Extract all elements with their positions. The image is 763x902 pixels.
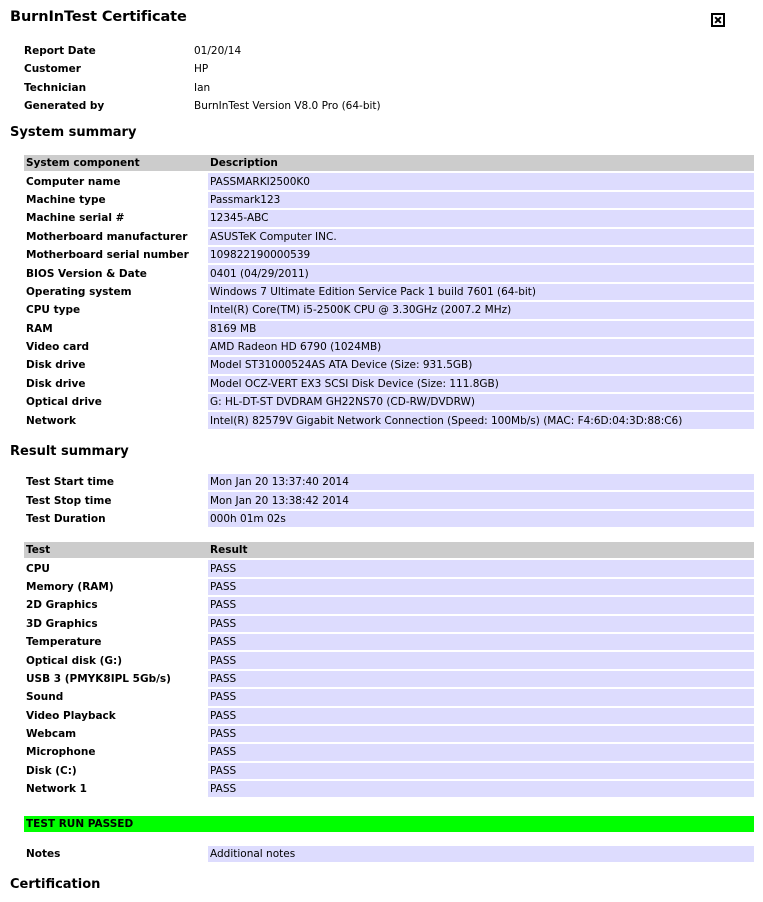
row-label: 3D Graphics bbox=[26, 617, 98, 630]
table-row bbox=[24, 357, 754, 373]
test-row bbox=[24, 560, 754, 576]
report-row bbox=[24, 42, 381, 60]
row-label: Video card bbox=[26, 341, 90, 354]
column-header: System component bbox=[24, 155, 208, 171]
report-label: Generated by bbox=[24, 100, 105, 113]
row-value: PASS bbox=[208, 671, 754, 687]
row-label: Optical drive bbox=[26, 396, 102, 409]
row-label: Disk drive bbox=[26, 359, 86, 372]
row-value: Mon Jan 20 13:37:40 2014 bbox=[208, 474, 754, 490]
table-header-row bbox=[24, 155, 754, 171]
row-label: Sound bbox=[26, 691, 64, 704]
table-row bbox=[24, 412, 754, 428]
timing-row bbox=[24, 492, 754, 508]
row-value: Model ST31000524AS ATA Device (Size: 931.5GB) bbox=[208, 357, 754, 373]
test-row bbox=[24, 744, 754, 760]
row-value: G: HL-DT-ST DVDRAM GH22NS70 (CD-RW/DVDRW) bbox=[208, 394, 754, 410]
table-row bbox=[24, 321, 754, 337]
row-label: Disk (C:) bbox=[26, 764, 77, 777]
test-row bbox=[24, 652, 754, 668]
report-row bbox=[24, 60, 381, 78]
table-row bbox=[24, 229, 754, 245]
row-value: PASS bbox=[208, 726, 754, 742]
report-label: Customer bbox=[24, 63, 81, 76]
certification-heading: Certification bbox=[10, 877, 101, 892]
row-value: PASS bbox=[208, 579, 754, 595]
row-value: 000h 01m 02s bbox=[208, 511, 754, 527]
table-row bbox=[24, 339, 754, 355]
notes-row bbox=[24, 846, 754, 862]
row-label: BIOS Version & Date bbox=[26, 267, 147, 280]
row-value: AMD Radeon HD 6790 (1024MB) bbox=[208, 339, 754, 355]
table-row bbox=[24, 376, 754, 392]
row-label: Network bbox=[26, 414, 77, 427]
table-row bbox=[24, 284, 754, 300]
page-title: BurnInTest Certificate bbox=[10, 9, 187, 25]
timing-row bbox=[24, 511, 754, 527]
row-label: Test Stop time bbox=[26, 494, 112, 507]
row-label: Temperature bbox=[26, 636, 102, 649]
report-label: Report Date bbox=[24, 45, 96, 58]
row-value: PASS bbox=[208, 744, 754, 760]
row-value: PASS bbox=[208, 560, 754, 576]
table-row bbox=[24, 247, 754, 263]
row-label: Optical disk (G:) bbox=[26, 654, 123, 667]
row-label: CPU type bbox=[26, 304, 81, 317]
row-label: 2D Graphics bbox=[26, 599, 98, 612]
report-value: Ian bbox=[194, 81, 211, 94]
table-row bbox=[24, 173, 754, 189]
row-label: RAM bbox=[26, 322, 53, 335]
row-value: PASS bbox=[208, 652, 754, 668]
test-row bbox=[24, 597, 754, 613]
row-value: PASS bbox=[208, 597, 754, 613]
notes-label: Notes bbox=[26, 848, 61, 861]
row-value: Passmark123 bbox=[208, 192, 754, 208]
report-row bbox=[24, 79, 381, 97]
column-header: Test bbox=[24, 542, 208, 558]
row-label: Machine type bbox=[26, 193, 106, 206]
row-label: Webcam bbox=[26, 728, 77, 741]
row-value: Intel(R) Core(TM) i5-2500K CPU @ 3.30GHz (2007.2 MHz) bbox=[208, 302, 754, 318]
row-value: 8169 MB bbox=[208, 321, 754, 337]
row-value: 109822190000539 bbox=[208, 247, 754, 263]
row-label: Motherboard manufacturer bbox=[26, 230, 188, 243]
row-value: ASUSTeK Computer INC. bbox=[208, 229, 754, 245]
row-label: Disk drive bbox=[26, 377, 86, 390]
row-value: PASS bbox=[208, 781, 754, 797]
row-value: 0401 (04/29/2011) bbox=[208, 265, 754, 281]
close-icon[interactable] bbox=[711, 13, 725, 27]
row-label: Video Playback bbox=[26, 709, 116, 722]
table-row bbox=[24, 192, 754, 208]
row-label: Microphone bbox=[26, 746, 96, 759]
report-info-table bbox=[24, 42, 381, 115]
table-header-row bbox=[24, 542, 754, 558]
row-value: PASS bbox=[208, 616, 754, 632]
notes-table bbox=[24, 844, 754, 864]
table-row bbox=[24, 302, 754, 318]
system-summary-table bbox=[24, 153, 754, 431]
report-value: HP bbox=[194, 63, 209, 76]
system-summary-heading: System summary bbox=[10, 125, 137, 140]
row-label: Test Start time bbox=[26, 476, 115, 489]
report-label: Technician bbox=[24, 81, 87, 94]
test-row bbox=[24, 616, 754, 632]
report-value: 01/20/14 bbox=[194, 45, 242, 58]
test-row bbox=[24, 726, 754, 742]
timing-table bbox=[24, 472, 754, 529]
table-row bbox=[24, 265, 754, 281]
test-row bbox=[24, 689, 754, 705]
row-value: 12345-ABC bbox=[208, 210, 754, 226]
row-value: Intel(R) 82579V Gigabit Network Connection (Speed: 100Mb/s) (MAC: F4:6D:04:3D:88:C6) bbox=[208, 412, 754, 428]
row-value: PASS bbox=[208, 689, 754, 705]
row-value: Model OCZ-VERT EX3 SCSI Disk Device (Size: 111.8GB) bbox=[208, 376, 754, 392]
column-header: Description bbox=[208, 155, 754, 171]
result-summary-heading: Result summary bbox=[10, 444, 129, 459]
report-value: BurnInTest Version V8.0 Pro (64-bit) bbox=[194, 100, 381, 113]
test-status-banner: TEST RUN PASSED bbox=[24, 816, 754, 832]
test-row bbox=[24, 708, 754, 724]
row-value: PASSMARKI2500K0 bbox=[208, 173, 754, 189]
report-row bbox=[24, 97, 381, 115]
table-row bbox=[24, 210, 754, 226]
row-value: Windows 7 Ultimate Edition Service Pack 1 build 7601 (64-bit) bbox=[208, 284, 754, 300]
row-label: Motherboard serial number bbox=[26, 249, 189, 262]
row-value: PASS bbox=[208, 708, 754, 724]
row-label: CPU bbox=[26, 562, 50, 575]
timing-row bbox=[24, 474, 754, 490]
row-label: Machine serial # bbox=[26, 212, 125, 225]
test-row bbox=[24, 671, 754, 687]
row-label: Network 1 bbox=[26, 783, 87, 796]
row-label: Test Duration bbox=[26, 512, 106, 525]
test-results-table bbox=[24, 540, 754, 799]
test-row bbox=[24, 634, 754, 650]
row-label: Operating system bbox=[26, 285, 132, 298]
column-header: Result bbox=[208, 542, 754, 558]
notes-value: Additional notes bbox=[208, 846, 754, 862]
row-label: USB 3 (PMYK8IPL 5Gb/s) bbox=[26, 672, 171, 685]
test-row bbox=[24, 781, 754, 797]
test-row bbox=[24, 763, 754, 779]
row-value: PASS bbox=[208, 763, 754, 779]
table-row bbox=[24, 394, 754, 410]
row-label: Memory (RAM) bbox=[26, 580, 114, 593]
test-row bbox=[24, 579, 754, 595]
row-label: Computer name bbox=[26, 175, 121, 188]
row-value: Mon Jan 20 13:38:42 2014 bbox=[208, 492, 754, 508]
row-value: PASS bbox=[208, 634, 754, 650]
